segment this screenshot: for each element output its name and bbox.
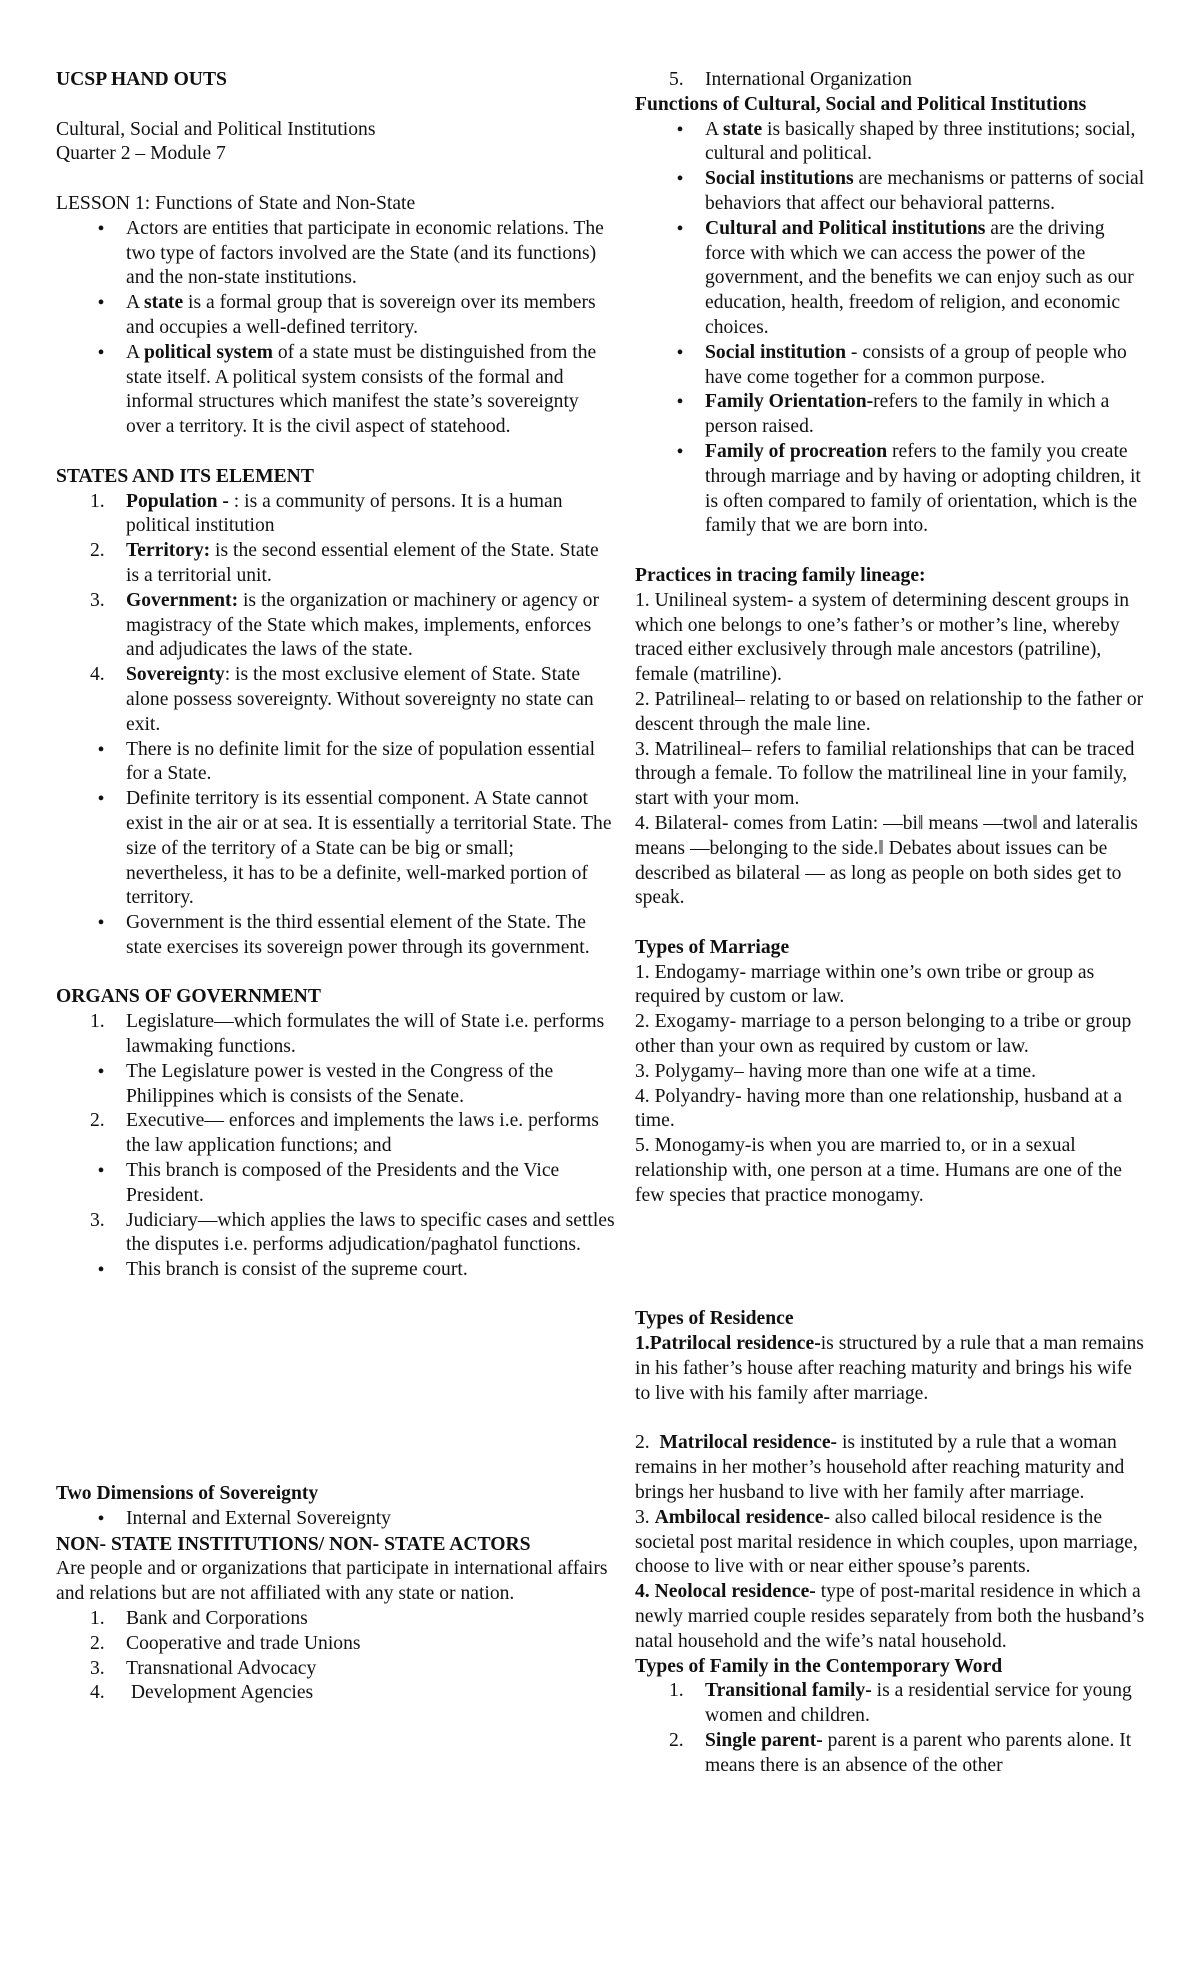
bullet-marker [90,291,112,341]
family-heading: Types of Family in the Contemporary Word [635,1655,1003,1677]
function-bullet-text: Family Orientation-refers to the family in which a person raised. [705,391,1110,438]
element-item [56,539,616,589]
intro-bullet [56,291,616,341]
organ-bullet-text: The Legislature power is vested in the Congress of the Philippines which is consists of the Senate. [126,1060,554,1107]
list-number: 5. [669,69,684,90]
organ-text: Legislature—which formulates the will of State i.e. performs lawmaking functions. [126,1011,605,1058]
nonstate-item [56,1657,616,1682]
intro-bullet-text: A state is a formal group that is sovereign over its members and occupies a well-defined territory. [126,292,596,338]
lesson-title: LESSON 1: Functions of State and Non-State [56,192,416,214]
function-bullet-text: Social institution - consists of a group of people who have come together for a common purpose. [705,341,1127,388]
element-bullet-text: Government is the third essential element of the State. The state exercises its sovereign power through its government. [126,912,590,958]
lineage-paragraph: 2. Patrilineal– relating to or based on relationship to the father or descent through the male line. [635,688,1144,735]
document-title: UCSP HAND OUTS [56,69,227,90]
element-bullet-text: Definite territory is its essential component. A State cannot exist in the air or at sea. It is essentially a territorial State. The size of the territory of a State can be big or small; nevertheless, it has to be a definite, well-marked portion of territory. [126,788,612,909]
function-bullet [635,217,1145,341]
element-text: Territory: is the second essential element of the State. State is a territorial unit. [126,540,599,586]
list-number: 2. [90,1110,105,1132]
function-bullet-text: Cultural and Political institutions are the driving force with which we can access the power of the government, and the benefits we can enjoy such as our education, health, freedom of religion, and economic choices. [705,217,1134,338]
nonstate-item-text: International Organization [705,69,912,90]
bullet-marker [90,1258,112,1284]
list-number: 2. [669,1730,684,1751]
element-bullet [56,911,616,961]
lineage-paragraph: 3. Matrilineal– refers to familial relationships that can be traced through a female. To follow the matrilineal line in your family, start with your mom. [635,738,1135,810]
states-heading: STATES AND ITS ELEMENT [56,465,314,487]
function-bullet-text: Social institutions are mechanisms or patterns of social behaviors that affect our behavioral patterns. [705,168,1145,214]
marriage-paragraph: 5. Monogamy-is when you are married to, or in a sexual relationship with, one person at a time. Humans are one of the few species that practice monogamy. [635,1135,1122,1206]
function-bullet [635,167,1145,217]
module-label: Quarter 2 – Module 7 [56,143,226,165]
intro-bullet [56,217,616,291]
organ-bullet [56,1258,616,1284]
nonstate-item-text: Transnational Advocacy [126,1657,317,1679]
marriage-paragraph: 3. Polygamy– having more than one wife at a time. [635,1060,1037,1082]
residence-paragraph: 3. Ambilocal residence- also called bilocal residence is the societal post marital residence in which couples, upon marriage, choose to live with or near either spouse’s parents. [635,1506,1138,1578]
family-item-text: Transitional family- is a residential service for young women and children. [705,1680,1132,1727]
family-item [635,1729,1145,1779]
intro-bullet-text: A political system of a state must be distinguished from the state itself. A political system consists of the formal and informal structures which manifest the state’s sovereignty over a territory. It is the civil aspect of statehood. [126,341,597,438]
element-item [56,490,616,540]
nonstate-item-text: Development Agencies [126,1682,314,1704]
intro-bullet-text: Actors are entities that participate in economic relations. The two type of factors involved are the State (and its functions) and the non-state institutions. [126,217,604,289]
bullet-marker [669,440,691,539]
element-bullet [56,787,616,911]
marriage-heading: Types of Marriage [635,936,790,958]
organ-text: Judiciary—which applies the laws to specific cases and settles the disputes i.e. performs adjudication/paghatol functions. [126,1209,615,1256]
marriage-paragraph: 2. Exogamy- marriage to a person belonging to a tribe or group other than your own as required by custom or law. [635,1011,1132,1058]
bullet-marker [90,1507,112,1533]
sovereignty-heading: Two Dimensions of Sovereignty [56,1483,319,1505]
bullet-marker [669,167,691,217]
sovereignty-bullet-text: Internal and External Sovereignty [126,1507,391,1529]
left-column [56,68,616,1706]
list-number: 2. [90,540,105,562]
organs-heading: ORGANS OF GOVERNMENT [56,986,321,1008]
bullet-marker [90,787,112,911]
list-number: 1. [90,1011,105,1033]
nonstate-item [56,1681,616,1706]
nonstate-item [635,68,1145,93]
nonstate-item-text: Bank and Corporations [126,1608,308,1630]
functions-heading: Functions of Cultural, Social and Political Institutions [635,93,1087,115]
bullet-marker [90,341,112,440]
organ-bullet [56,1159,616,1209]
bullet-marker [90,1060,112,1110]
course-subtitle: Cultural, Social and Political Institutions [56,118,376,140]
bullet-marker [90,1159,112,1209]
nonstate-description: Are people and or organizations that participate in international affairs and relations but are not affiliated with any state or nation. [56,1558,608,1605]
lineage-paragraph: 1. Unilineal system- a system of determining descent groups in which one belongs to one’s father’s or mother’s line, whereby traced either exclusively through male ancestors (patriline), female (matriline). [635,589,1130,686]
list-number: 4. [90,664,105,686]
right-column [635,68,1145,1779]
list-number: 3. [90,1209,105,1231]
family-item-text: Single parent- parent is a parent who parents alone. It means there is an absence of the other [705,1730,1132,1776]
list-number: 2. [90,1632,105,1654]
bullet-marker [90,217,112,291]
organ-item [56,1209,616,1259]
function-bullet [635,118,1145,168]
residence-paragraph: 2. Matrilocal residence- is instituted by a rule that a woman remains in her mother’s household after reaching maturity and brings her husband to live with her family after marriage. [635,1432,1125,1504]
organ-text: Executive— enforces and implements the laws i.e. performs the law application functions; and [126,1110,599,1157]
element-bullet-text: There is no definite limit for the size of population essential for a State. [126,738,596,785]
list-number: 1. [669,1680,684,1702]
element-bullet [56,738,616,788]
list-number: 4. [90,1682,105,1704]
function-bullet [635,390,1145,440]
list-number: 3. [90,589,105,611]
bullet-marker [669,217,691,341]
list-number: 3. [90,1657,105,1679]
bullet-marker [669,118,691,168]
organ-item [56,1109,616,1159]
bullet-marker [90,738,112,788]
residence-heading: Types of Residence [635,1308,794,1330]
sovereignty-bullet [56,1507,616,1533]
family-item [635,1679,1145,1729]
marriage-paragraph: 1. Endogamy- marriage within one’s own tribe or group as required by custom or law. [635,961,1095,1008]
element-item [56,589,616,663]
nonstate-item [56,1632,616,1657]
element-text: Population - : is a community of persons. It is a human political institution [126,490,563,537]
bullet-marker [669,390,691,440]
marriage-paragraph: 4. Polyandry- having more than one relationship, husband at a time. [635,1085,1123,1132]
organ-bullet-text: This branch is consist of the supreme court. [126,1259,468,1281]
residence-paragraph: 4. Neolocal residence- type of post-marital residence in which a newly married couple resides separately from both the husband’s natal household and the wife’s natal household. [635,1581,1145,1652]
function-bullet [635,341,1145,391]
element-item [56,663,616,737]
bullet-marker [90,911,112,961]
nonstate-item-text: Cooperative and trade Unions [126,1632,361,1654]
intro-bullet [56,341,616,440]
organ-bullet [56,1060,616,1110]
organ-item [56,1010,616,1060]
function-bullet-text: A state is basically shaped by three institutions; social, cultural and political. [705,118,1136,165]
lineage-paragraph: 4. Bilateral- comes from Latin: —bi‖ means —two‖ and lateralis means —belonging to the side.‖ Debates about issues can be described as bilateral — as long as people on both sides get to speak. [635,812,1138,909]
nonstate-heading: NON- STATE INSTITUTIONS/ NON- STATE ACTORS [56,1533,531,1555]
element-text: Government: is the organization or machinery or agency or magistracy of the State which makes, implements, enforces and adjudicates the laws of the state. [126,589,599,661]
bullet-marker [669,341,691,391]
function-bullet-text: Family of procreation refers to the family you create through marriage and by having or adopting children, it is often compared to family of orientation, which is the family that we are born into. [705,440,1141,537]
organ-bullet-text: This branch is composed of the Presidents and the Vice President. [126,1160,560,1206]
list-number: 1. [90,1608,105,1630]
lineage-heading: Practices in tracing family lineage: [635,564,926,586]
nonstate-item [56,1607,616,1632]
residence-paragraph: 1.Patrilocal residence-is structured by a rule that a man remains in his father’s house after reaching maturity and brings his wife to live with his family after marriage. [635,1333,1144,1404]
function-bullet [635,440,1145,539]
element-text: Sovereignty: is the most exclusive element of State. State alone possess sovereignty. Without sovereignty no state can exit. [126,664,594,735]
list-number: 1. [90,490,105,512]
